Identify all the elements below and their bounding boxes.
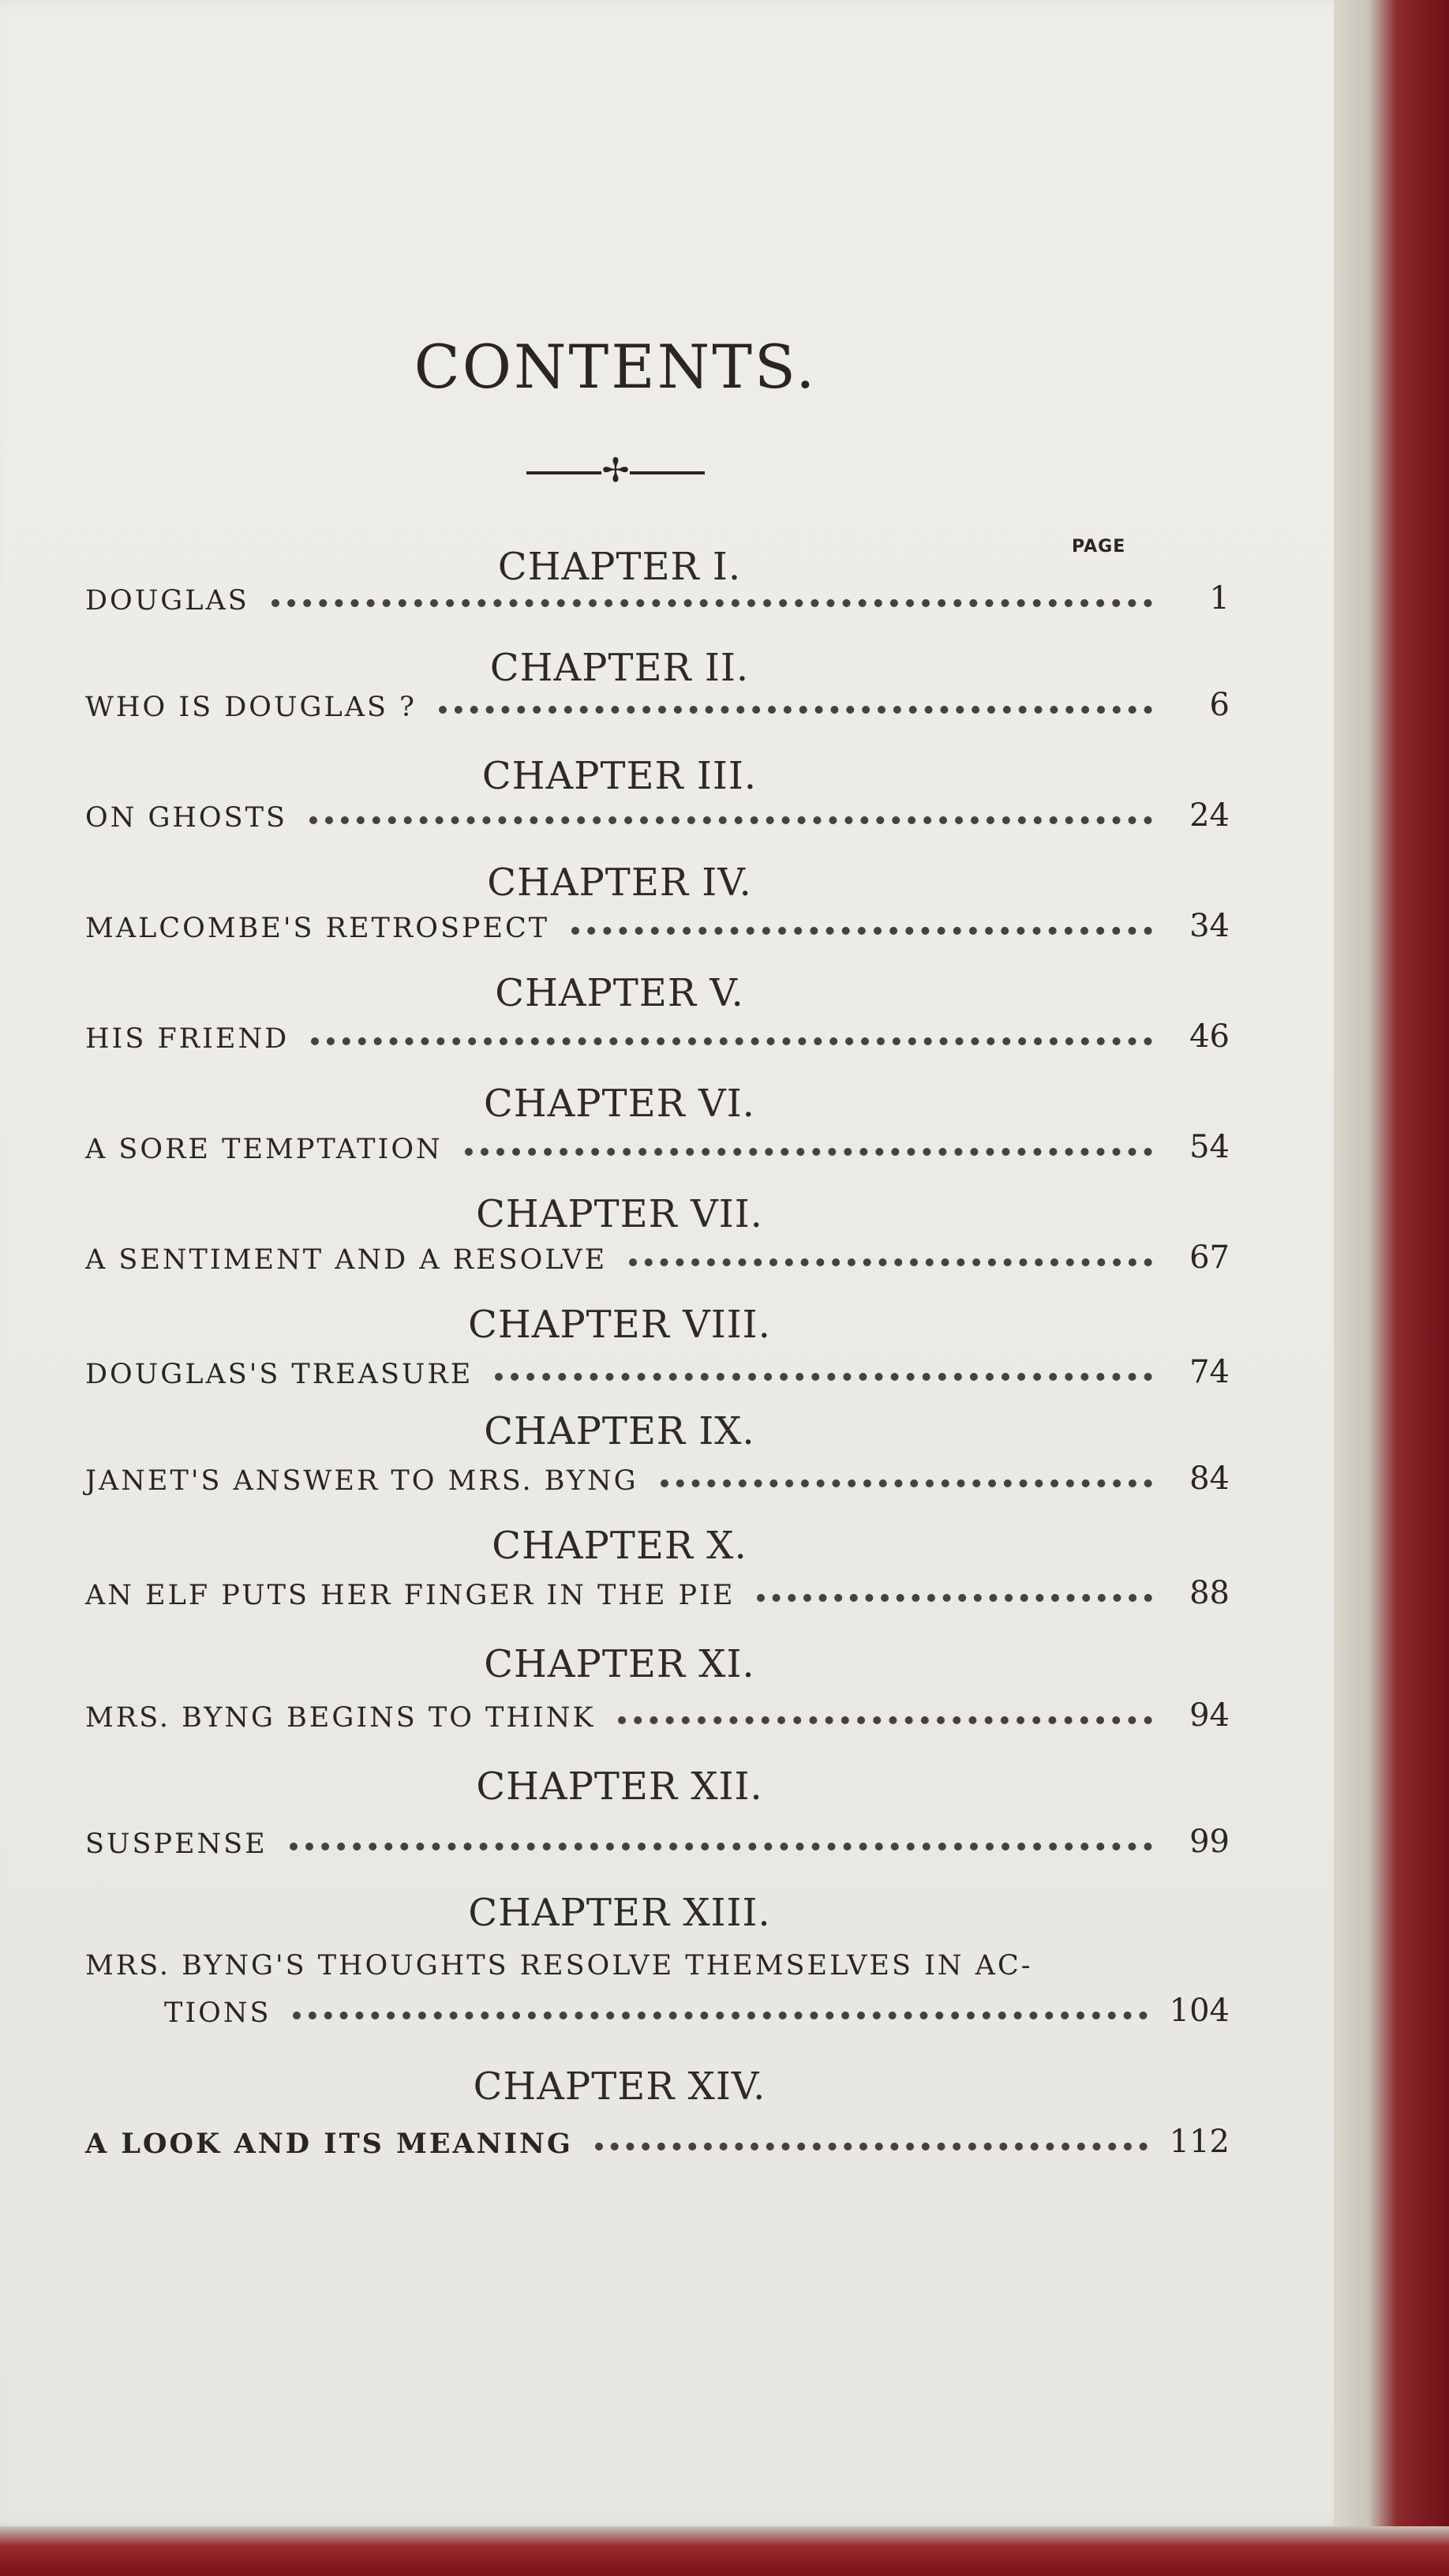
chapter-page-number: 88 [1189, 1575, 1230, 1611]
chapter-title: ON GHOSTS [85, 802, 287, 834]
leader-dots [629, 1258, 1152, 1266]
chapter-title: HIS FRIEND [85, 1023, 290, 1055]
chapter-heading: CHAPTER III. [481, 754, 758, 798]
toc-entry [85, 2124, 1230, 2160]
leader-dots [439, 706, 1152, 714]
chapter-heading: CHAPTER VI. [484, 1082, 755, 1126]
chapter-heading: CHAPTER XI. [484, 1642, 755, 1686]
chapter-title: A LOOK AND ITS MEANING [85, 2128, 573, 2160]
chapter-heading: CHAPTER IX. [484, 1409, 755, 1453]
chapter-page-number: 84 [1189, 1460, 1230, 1497]
chapter-heading: CHAPTER V. [495, 971, 744, 1015]
ornament-rule-left [526, 471, 601, 474]
chapter-heading: CHAPTER II. [489, 646, 750, 690]
toc-entry [85, 1824, 1230, 1860]
chapter-title-line1: MRS. BYNG'S THOUGHTS RESOLVE THEMSELVES IN AC- [85, 1950, 1033, 1982]
leader-dots [271, 599, 1152, 607]
leader-dots [661, 1479, 1152, 1487]
chapter-page-number: 1 [1209, 580, 1230, 617]
leader-dots [618, 1716, 1152, 1724]
chapter-page-number: 94 [1189, 1697, 1230, 1734]
ornament-cross-icon: ✢ [601, 451, 630, 489]
toc-entry [85, 797, 1230, 834]
chapter-title: A SENTIMENT AND A RESOLVE [85, 1244, 608, 1276]
chapter-title: DOUGLAS [85, 585, 249, 617]
chapter-heading: CHAPTER XIV. [473, 2064, 766, 2109]
chapter-title: JANET'S ANSWER TO MRS. BYNG [85, 1465, 638, 1497]
toc-entry [85, 1950, 1230, 2029]
chapter-page-number: 6 [1209, 687, 1230, 723]
book-cover-edge [1334, 0, 1449, 2576]
leader-dots [290, 1843, 1152, 1850]
chapter-title-continuation [85, 1993, 1230, 2029]
page-column-label: PAGE [1072, 537, 1126, 557]
leader-dots [595, 2143, 1148, 2150]
chapter-title: AN ELF PUTS HER FINGER IN THE PIE [85, 1580, 736, 1611]
toc-entry [85, 1129, 1230, 1165]
toc-entry [85, 1575, 1230, 1611]
chapter-page-number: 46 [1189, 1018, 1230, 1055]
chapter-page-number: 24 [1189, 797, 1230, 834]
chapter-heading: CHAPTER X. [492, 1524, 747, 1568]
leader-dots [495, 1373, 1152, 1381]
chapter-title: WHO IS DOUGLAS ? [85, 692, 417, 723]
chapter-page-number: 112 [1169, 2124, 1230, 2160]
toc-entry [85, 580, 1230, 617]
leader-dots [465, 1148, 1152, 1156]
chapter-page-number: 104 [1169, 1993, 1230, 2029]
leader-dots [309, 816, 1152, 824]
toc-entry [85, 1239, 1230, 1276]
chapter-title: MRS. BYNG BEGINS TO THINK [85, 1702, 596, 1734]
toc-entry [85, 687, 1230, 723]
chapter-heading: CHAPTER VII. [476, 1192, 763, 1236]
chapter-heading: CHAPTER XII. [476, 1764, 763, 1809]
chapter-page-number: 67 [1189, 1239, 1230, 1276]
chapter-title: A SORE TEMPTATION [85, 1134, 443, 1165]
toc-entry [85, 1460, 1230, 1497]
chapter-heading: CHAPTER XIII. [468, 1891, 771, 1935]
chapter-heading: CHAPTER IV. [487, 861, 752, 905]
chapter-page-number: 54 [1189, 1129, 1230, 1165]
ornament-rule-right [630, 471, 705, 474]
leader-dots [757, 1594, 1152, 1602]
chapter-heading: CHAPTER VIII. [468, 1303, 771, 1347]
chapter-title: MALCOMBE'S RETROSPECT [85, 913, 550, 944]
chapter-title: DOUGLAS'S TREASURE [85, 1359, 474, 1390]
chapter-page-number: 74 [1189, 1354, 1230, 1390]
leader-dots [293, 2012, 1147, 2019]
ornament-divider [0, 451, 1231, 489]
toc-entry [85, 908, 1230, 944]
chapter-page-number: 34 [1189, 908, 1230, 944]
book-cover-bottom [0, 2526, 1449, 2576]
toc-entry [85, 1354, 1230, 1390]
chapter-page-number: 99 [1189, 1824, 1230, 1860]
chapter-heading: CHAPTER I. [497, 545, 742, 589]
leader-dots [571, 927, 1152, 935]
leader-dots [311, 1037, 1152, 1045]
chapter-title: SUSPENSE [85, 1828, 268, 1860]
toc-entry [85, 1018, 1230, 1055]
chapter-title-line2: TIONS [164, 1997, 271, 2029]
contents-title: CONTENTS. [414, 332, 818, 402]
toc-entry [85, 1697, 1230, 1734]
